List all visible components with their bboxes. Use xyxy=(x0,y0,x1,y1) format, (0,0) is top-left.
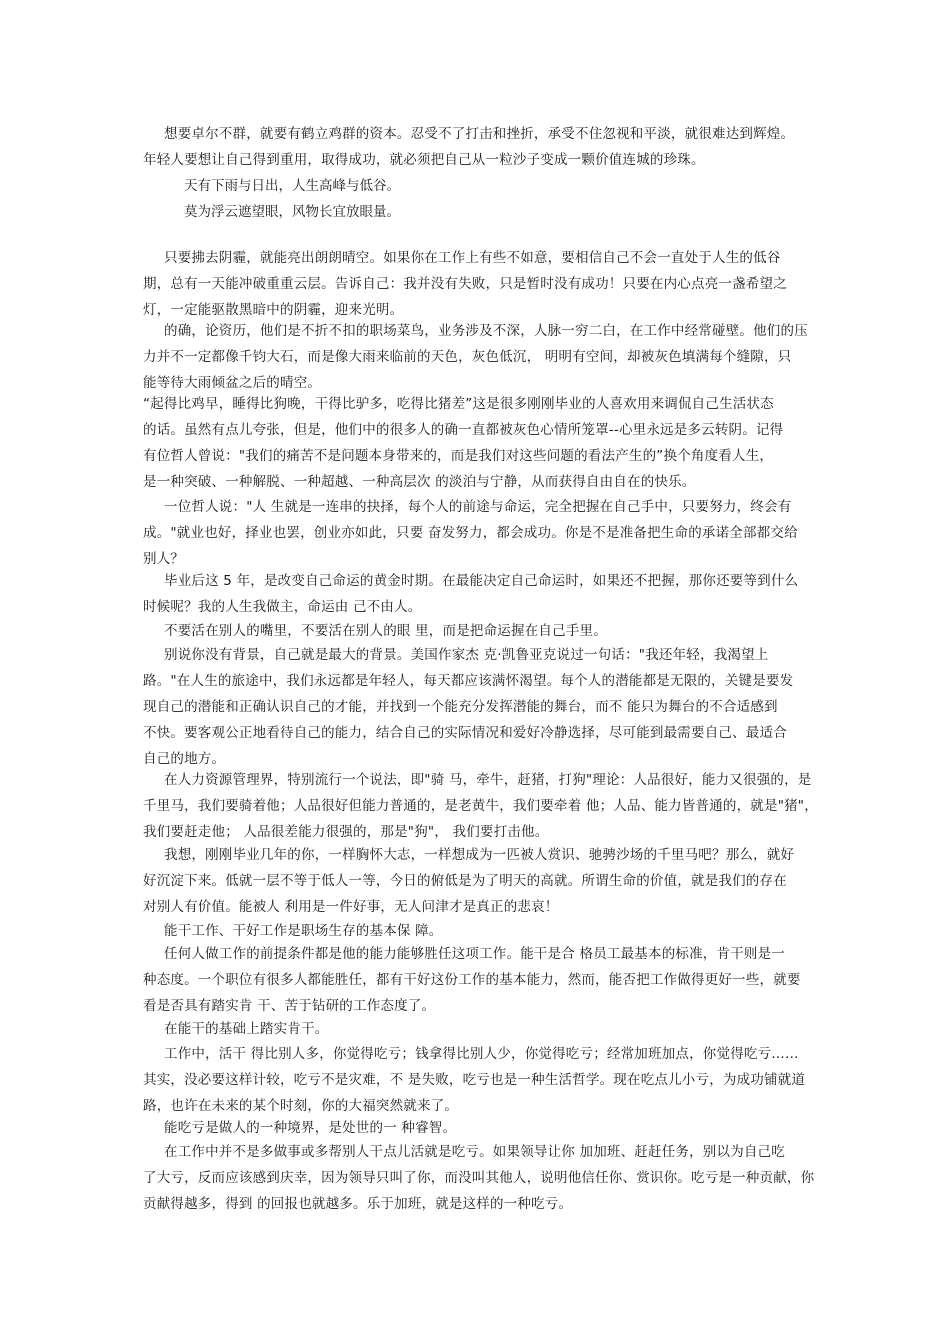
paragraph-16 xyxy=(143,1139,815,1217)
paragraph-4 xyxy=(143,391,809,495)
text-line: 我们要赶走他； 人品很差能力很强的，那是"狗"， 我们要打击他。 xyxy=(143,824,549,840)
text-line: 千里马，我们要骑着他；人品很好但能力普通的，是老黄牛，我们要牵着 他；人品、能力皆普通的，就是"猪"， xyxy=(143,798,818,814)
text-line: 贡献得越多，得到 的回报也就越多。乐于加班，就是这样的一种吃亏。 xyxy=(143,1196,573,1212)
text-line: 不快。要客观公正地看待自己的能力，结合自己的实际情况和爱好冷静选择，尽可能到最需要自己、最适合 xyxy=(143,725,787,741)
text-line: 别人？ xyxy=(143,551,185,567)
text-line: 的话。虽然有点儿夸张，但是，他们中的很多人的确一直都被灰色心情所笼罩--心里永远是多云转阴。记得 xyxy=(143,422,784,438)
text-line: 能等待大雨倾盆之后的晴空。 xyxy=(143,375,322,391)
text-line: 任何人做工作的前提条件都是他的能力能够胜任这项工作。能干是合 格员工最基本的标准，肯干则是一 xyxy=(164,946,785,962)
text-line: 在工作中并不是多做事或多帮别人干点儿活就是吃亏。如果领导让你 加加班、赶赶任务，别以为自己吃 xyxy=(164,1144,785,1160)
text-line: 能干工作、干好工作是职场生存的基本保 障。 xyxy=(164,923,443,939)
paragraph-6 xyxy=(143,568,809,620)
text-line: 莫为浮云遮望眼，风物长宜放眼量。 xyxy=(184,204,400,220)
text-line: 力并不一定都像千钧大石，而是像大雨来临前的天色，灰色低沉， 明明有空间，却被灰色填满每个缝隙，只 xyxy=(143,349,792,365)
text-line: 的确，论资历，他们是不折不扣的职场菜鸟，业务涉及不深，人脉一穷二白，在工作中经常碰壁。他们的压 xyxy=(164,323,808,339)
paragraph-14 xyxy=(143,1041,809,1119)
text-line: 工作中，活干 得比别人多，你觉得吃亏；钱拿得比别人少，你觉得吃亏；经常加班加点，你觉得吃亏…… xyxy=(164,1046,799,1062)
text-line: 毕业后这 5 年，是改变自己命运的黄金时期。在最能决定自己命运时，如果还不把握，那你还要等到什么 xyxy=(164,573,799,589)
text-line: 在能干的基础上踏实肯干。 xyxy=(164,1021,329,1037)
text-line: 我想，刚刚毕业几年的你，一样胸怀大志，一样想成为一匹被人赏识、驰骋沙场的千里马吧？那么，就好 xyxy=(164,847,795,863)
paragraph-5 xyxy=(143,494,809,572)
paragraph-7 xyxy=(143,618,809,644)
text-line: 别说你没有背景，自己就是最大的背景。美国作家杰 克·凯鲁亚克说过一句话："我还年轻，我渴望上 xyxy=(164,647,769,663)
text-line: 了大亏，反而应该感到庆幸，因为领导只叫了你，而没叫其他人，说明他信任你、赏识你。吃亏是一种贡献，你 xyxy=(143,1170,815,1186)
text-line: “起得比鸡早，睡得比狗晚，干得比驴多，吃得比猪差”这是很多刚刚毕业的人喜欢用来调侃自己生活状态 xyxy=(143,396,774,412)
paragraph-9 xyxy=(143,767,818,845)
text-line: 路，也许在未来的某个时刻，你的大福突然就来了。 xyxy=(143,1098,459,1114)
text-line: 看是否具有踏实肯 干、苦于钻研的工作态度了。 xyxy=(143,998,436,1014)
text-line: 现自己的潜能和正确认识自己的才能，并找到一个能充分发挥潜能的舞台，而不 能只为舞台的不合适感到 xyxy=(143,699,778,715)
text-line: 路。"在人生的旅途中，我们永远都是年轻人，每天都应该满怀渴望。每个人的潜能都是无限的，关键是要发 xyxy=(143,673,794,689)
text-line: 时候呢？我的人生我做主，命运由 己不由人。 xyxy=(143,599,422,615)
text-line: 在人力资源管理界，特别流行一个说法，即"骑 马，牵牛，赶猪，打狗"理论：人品很好，能力又很强的，是 xyxy=(164,772,812,788)
text-line: 不要活在别人的嘴里，不要活在别人的眼 里，而是把命运握在自己手里。 xyxy=(164,623,607,639)
paragraph-10 xyxy=(143,842,809,920)
text-line: 年轻人要想让自己得到重用，取得成功，就必须把自己从一粒沙子变成一颗价值连城的珍珠。 xyxy=(143,152,705,168)
text-line: 期，总有一天能冲破重重云层。告诉自己：我并没有失败，只是暂时没有成功！只要在内心点亮一盏希望之 xyxy=(143,276,787,292)
text-line: 是一种突破、一种解脱、一种超越、一种高层次 的淡泊与宁静，从而获得自由自在的快乐。 xyxy=(143,474,696,490)
text-line: 一位哲人说："人 生就是一连串的抉择，每个人的前途与命运，完全把握在自己手中，只要努力，终会有 xyxy=(164,499,792,515)
paragraph-15 xyxy=(143,1115,809,1141)
text-line: 有位哲人曾说："我们的痛苦不是问题本身带来的，而是我们对这些问题的看法产生的”换个角度看人生， xyxy=(143,448,774,464)
text-line: 自己的地方。 xyxy=(143,751,226,767)
text-line: 只要拂去阴霾，就能亮出朗朗晴空。如果你在工作上有些不如意，要相信自己不会一直处于人生的低谷 xyxy=(164,250,781,266)
poem-line-1 xyxy=(184,173,400,199)
text-line: 能吃亏是做人的一种境界，是处世的一 种睿智。 xyxy=(164,1120,457,1136)
text-line: 天有下雨与日出，人生高峰与低谷。 xyxy=(184,178,400,194)
paragraph-2 xyxy=(143,245,809,323)
paragraph-13 xyxy=(143,1016,809,1042)
text-line: 对别人有价值。能被人 利用是一件好事，无人问津才是真正的悲哀！ xyxy=(143,899,559,915)
text-line: 想要卓尔不群，就要有鹤立鸡群的资本。忍受不了打击和挫折，承受不住忽视和平淡，就很难达到辉煌。 xyxy=(164,126,795,142)
poem-line-2 xyxy=(184,199,400,225)
paragraph-1 xyxy=(143,121,809,173)
text-line: 成。"就业也好，择业也罢，创业亦如此，只要 奋发努力，都会成功。你是不是准备把生命的承诺全部都交给 xyxy=(143,525,798,541)
text-line: 灯，一定能驱散黑暗中的阴霾，迎来光明。 xyxy=(143,302,404,318)
text-line: 好沉淀下来。低就一层不等于低人一等，今日的俯低是为了明天的高就。所谓生命的价值，就是我们的存在 xyxy=(143,873,787,889)
paragraph-3 xyxy=(143,318,809,396)
paragraph-12 xyxy=(143,941,809,1019)
paragraph-8 xyxy=(143,642,809,772)
text-line: 种态度。一个职位有很多人都能胜任，都有干好这份工作的基本能力，然而，能否把工作做得更好一些，就要 xyxy=(143,972,801,988)
text-line: 其实，没必要这样计较，吃亏不是灾难，不 是失败，吃亏也是一种生活哲学。现在吃点儿小亏，为成功铺就道 xyxy=(143,1072,806,1088)
